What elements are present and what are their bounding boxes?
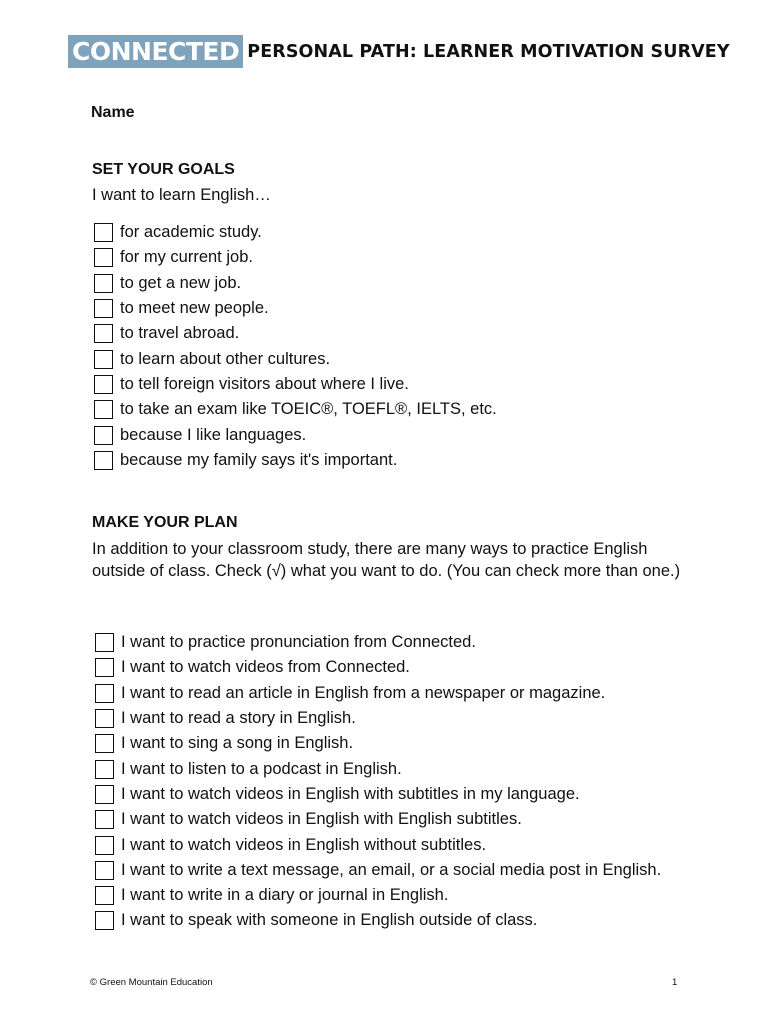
goal-item-label: to travel abroad. <box>120 324 240 343</box>
plan-item <box>95 782 661 807</box>
plan-item <box>95 681 661 706</box>
goal-checkbox[interactable] <box>94 350 113 369</box>
goal-item-label: to get a new job. <box>120 273 242 292</box>
goal-checkbox[interactable] <box>94 451 113 470</box>
plan-checkbox[interactable] <box>95 709 114 728</box>
goal-checkbox[interactable] <box>94 400 113 419</box>
goal-item <box>94 448 497 473</box>
goal-item-label: to learn about other cultures. <box>120 349 331 368</box>
plan-checkbox[interactable] <box>95 911 114 930</box>
goal-item <box>94 296 497 321</box>
plan-item <box>95 630 661 655</box>
goal-item <box>94 245 497 270</box>
connected-logo: CONNECTED <box>68 35 243 68</box>
plan-item-label: I want to watch videos in English with English subtitles. <box>121 810 522 829</box>
plan-item-label: I want to read a story in English. <box>121 709 356 728</box>
document-title: PERSONAL PATH: LEARNER MOTIVATION SURVEY <box>247 41 730 62</box>
plan-item-label: I want to watch videos from Connected. <box>121 658 410 677</box>
plan-item-label: I want to write a text message, an email, or a social media post in English. <box>121 860 662 879</box>
plan-checkbox[interactable] <box>95 861 114 880</box>
plan-checkbox[interactable] <box>95 734 114 753</box>
goal-item <box>94 397 497 422</box>
plan-item-label: I want to watch videos in English without subtitles. <box>121 835 487 854</box>
plan-item-label: I want to watch videos in English with subtitles in my language. <box>121 784 580 803</box>
document-header <box>68 35 730 68</box>
plan-item <box>95 706 661 731</box>
plan-item <box>95 858 661 883</box>
goals-checklist <box>94 220 497 473</box>
goal-item <box>94 271 497 296</box>
goal-item <box>94 220 497 245</box>
plan-checkbox[interactable] <box>95 633 114 652</box>
plan-intro: In addition to your classroom study, there are many ways to practice English outside of class. Check (√) what you want to do. (You can check more than one.) <box>92 540 681 580</box>
name-label: Name <box>91 104 135 121</box>
plan-item <box>95 807 661 832</box>
plan-item-label: I want to practice pronunciation from Connected. <box>121 633 476 652</box>
goal-item-label: for my current job. <box>120 248 253 267</box>
goal-checkbox[interactable] <box>94 223 113 242</box>
goal-checkbox[interactable] <box>94 426 113 445</box>
plan-checkbox[interactable] <box>95 658 114 677</box>
plan-item <box>95 883 661 908</box>
goal-item <box>94 372 497 397</box>
footer-page-number: 1 <box>672 977 678 988</box>
plan-item <box>95 731 661 756</box>
plan-checkbox[interactable] <box>95 886 114 905</box>
plan-heading: MAKE YOUR PLAN <box>92 514 238 531</box>
plan-item-label: I want to speak with someone in English outside of class. <box>121 911 538 930</box>
plan-item-label: I want to write in a diary or journal in English. <box>121 886 449 905</box>
plan-item-label: I want to sing a song in English. <box>121 734 354 753</box>
plan-item <box>95 832 661 857</box>
goal-item-label: to tell foreign visitors about where I live. <box>120 374 409 393</box>
plan-item <box>95 756 661 781</box>
plan-item-label: I want to listen to a podcast in English. <box>121 759 402 778</box>
goal-item-label: because I like languages. <box>120 425 307 444</box>
plan-checklist <box>95 630 661 934</box>
goal-item-label: to meet new people. <box>120 299 269 318</box>
footer-copyright: © Green Mountain Education <box>90 977 213 988</box>
goal-item <box>94 346 497 371</box>
plan-item-label: I want to read an article in English from a newspaper or magazine. <box>121 683 606 702</box>
plan-checkbox[interactable] <box>95 836 114 855</box>
plan-checkbox[interactable] <box>95 760 114 779</box>
goal-checkbox[interactable] <box>94 274 113 293</box>
plan-checkbox[interactable] <box>95 785 114 804</box>
goal-checkbox[interactable] <box>94 324 113 343</box>
goal-checkbox[interactable] <box>94 299 113 318</box>
plan-checkbox[interactable] <box>95 810 114 829</box>
plan-item <box>95 908 661 933</box>
goal-item-label: for academic study. <box>120 223 262 242</box>
plan-checkbox[interactable] <box>95 684 114 703</box>
goal-checkbox[interactable] <box>94 375 113 394</box>
plan-item <box>95 655 661 680</box>
goal-item-label: to take an exam like TOEIC®, TOEFL®, IELTS, etc. <box>120 400 497 419</box>
goal-item <box>94 422 497 447</box>
goal-item-label: because my family says it's important. <box>120 450 398 469</box>
goal-checkbox[interactable] <box>94 248 113 267</box>
goals-intro: I want to learn English… <box>92 186 271 204</box>
goals-heading: SET YOUR GOALS <box>92 161 235 178</box>
goal-item <box>94 321 497 346</box>
